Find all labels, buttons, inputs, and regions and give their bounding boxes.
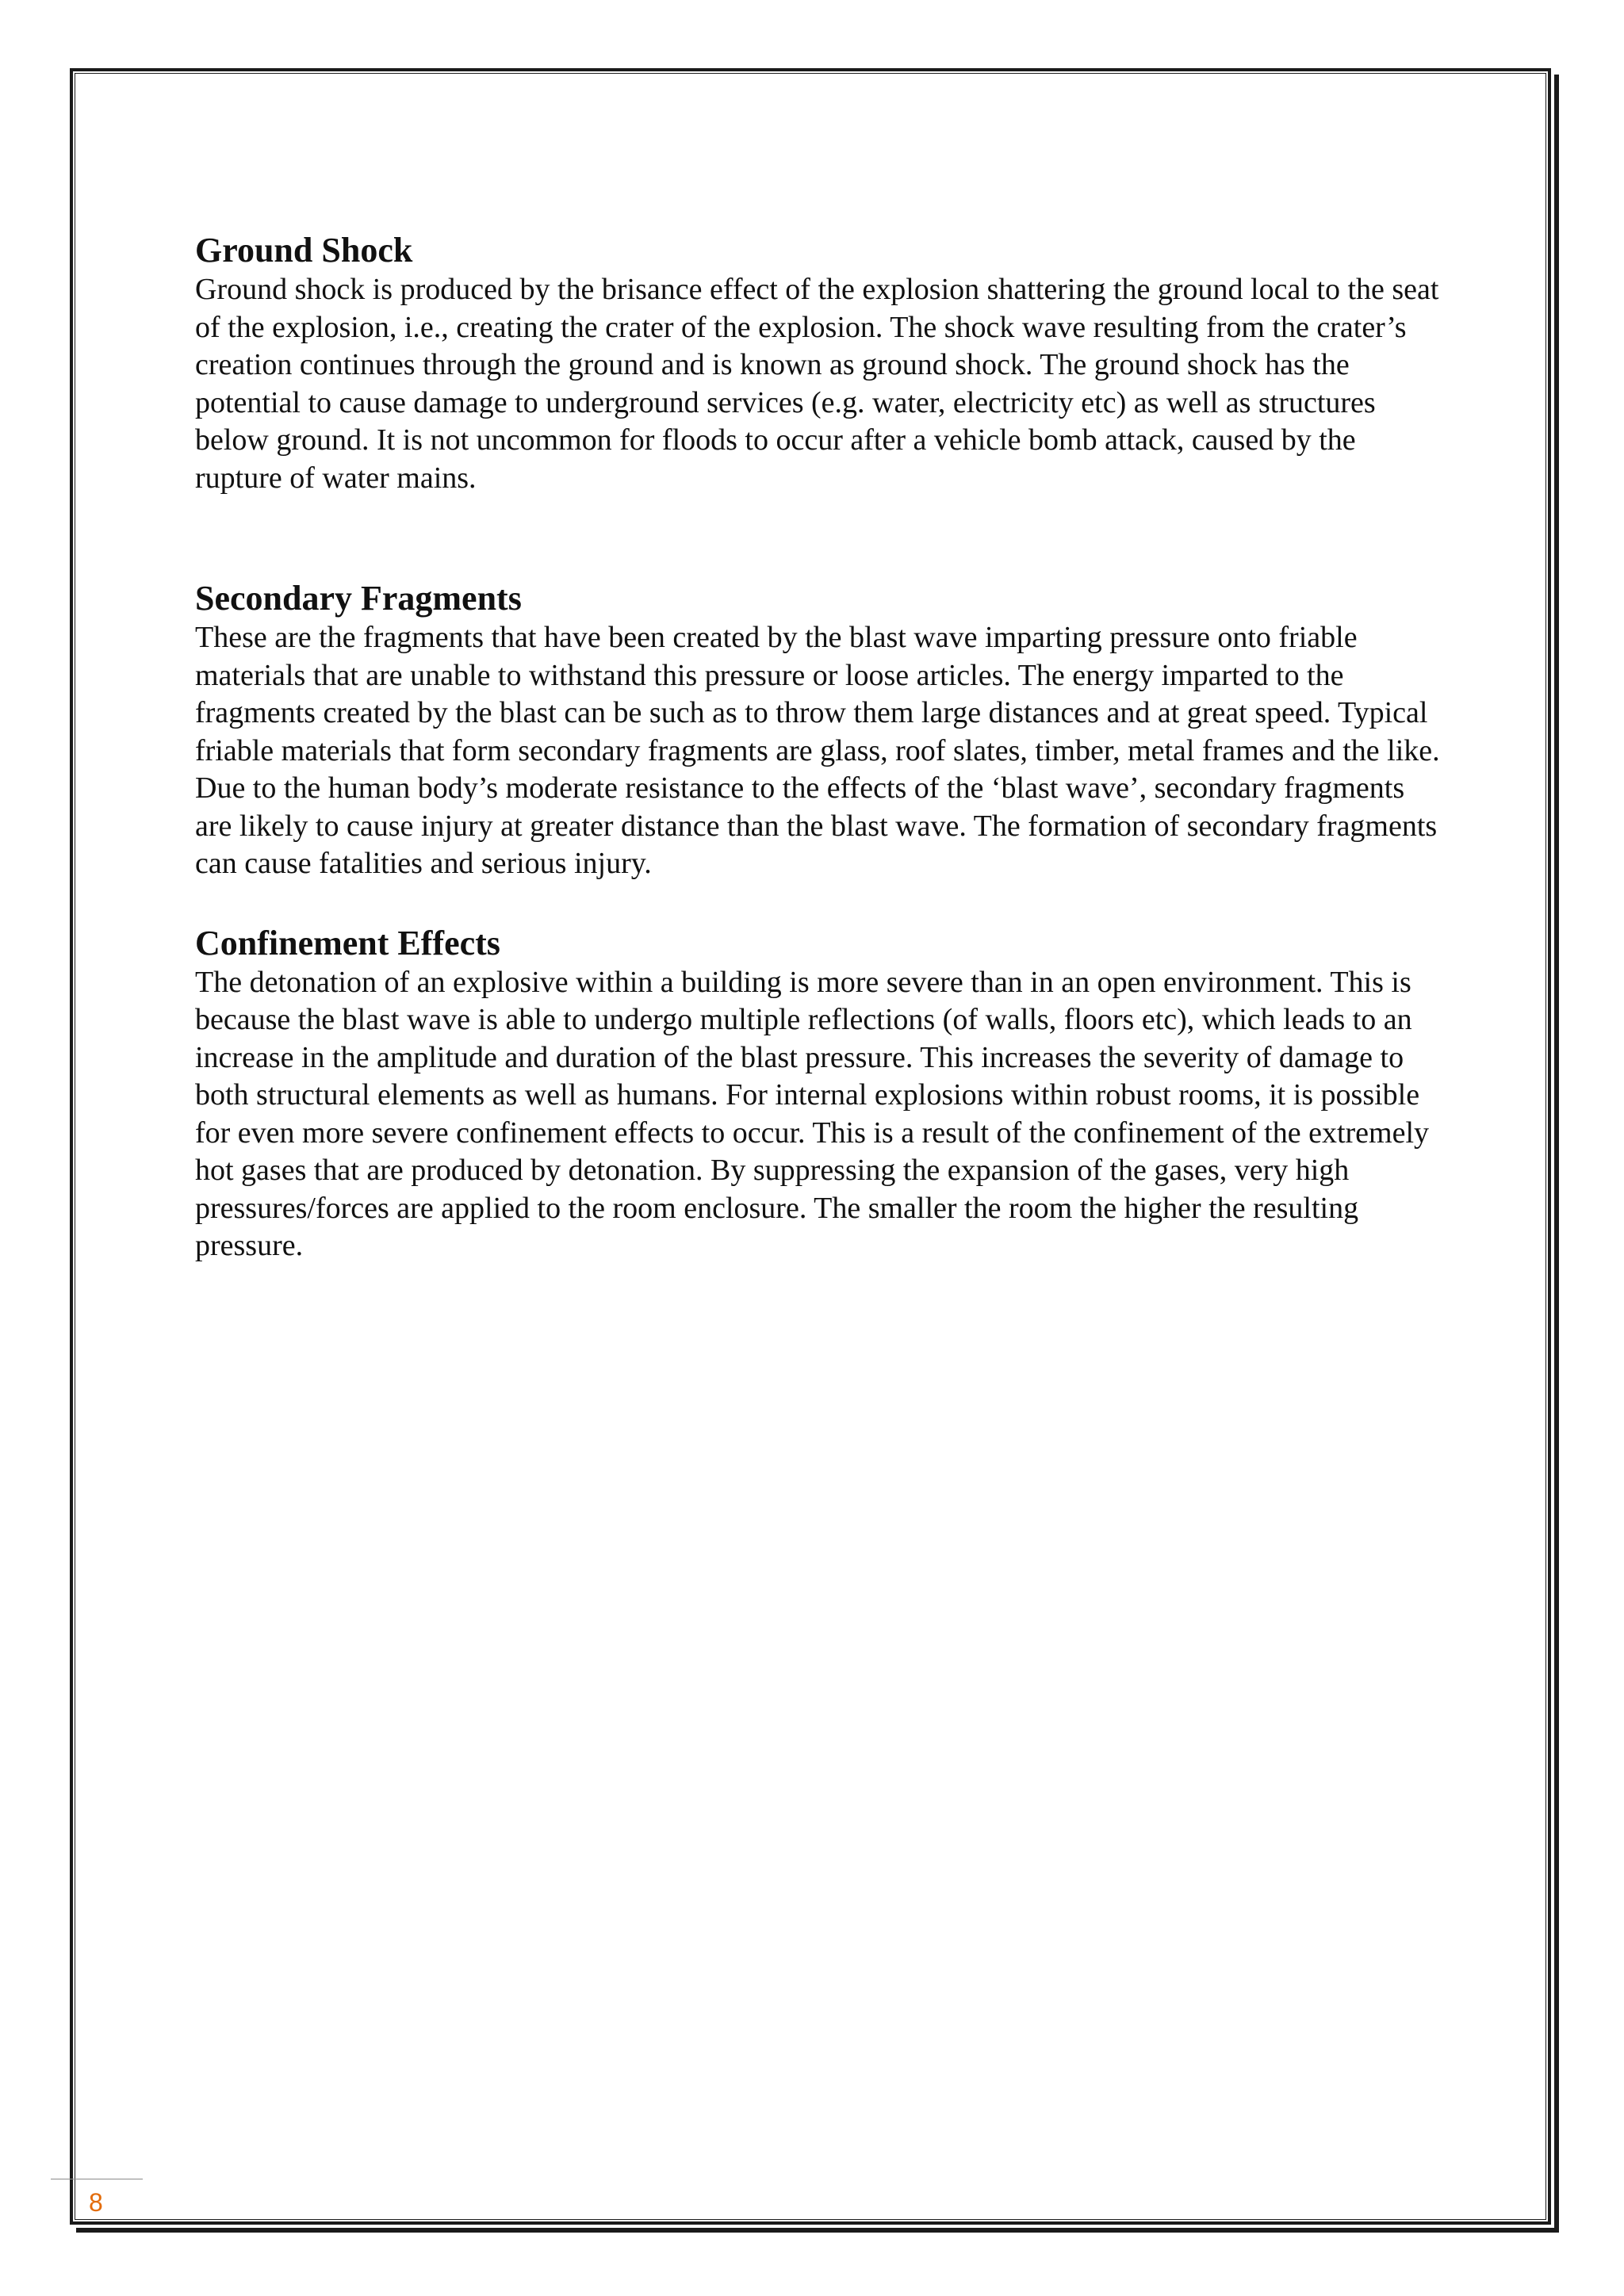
section-secondary-fragments bbox=[195, 578, 1448, 883]
page-number: 8 bbox=[89, 2188, 103, 2217]
document-body bbox=[195, 230, 1448, 1265]
section-heading: Secondary Fragments bbox=[195, 579, 522, 618]
section-paragraph: Ground shock is produced by the brisance effect of the explosion shattering the ground local to the seat of the explosion, i.e., creating the crater of the explosion. The shock wave resulting from the crater’s creation continues through the ground and is known as ground shock. The ground shock has the potential to cause damage to underground services (e.g. water, electricity etc) as well as structures below ground. It is not uncommon for floods to occur after a vehicle bomb attack, caused by the rupture of water mains. bbox=[195, 273, 1439, 495]
section-heading: Confinement Effects bbox=[195, 923, 500, 962]
section-confinement-effects bbox=[195, 923, 1448, 1265]
section-paragraph: These are the fragments that have been created by the blast wave imparting pressure onto friable materials that are unable to withstand this pressure or loose articles. The energy imparted to the fragments created by the blast can be such as to throw them large distances and at great speed. Typical friable materials that form secondary fragments are glass, roof slates, timber, metal frames and the like. Due to the human body’s moderate resistance to the effects of the ‘blast wave’, secondary fragments are likely to cause injury at greater distance than the blast wave. The formation of secondary fragments can cause fatalities and serious injury. bbox=[195, 621, 1440, 880]
section-ground-shock bbox=[195, 230, 1448, 497]
section-paragraph: The detonation of an explosive within a building is more severe than in an open environment. This is because the blast wave is able to undergo multiple reflections (of walls, floors etc), which leads to an increase in the amplitude and duration of the blast pressure. This increases the severity of damage to both structural elements as well as humans. For internal explosions within robust rooms, it is possible for even more severe confinement effects to occur. This is a result of the confinement of the extremely hot gases that are produced by detonation. By suppressing the expansion of the gases, very high pressures/forces are applied to the room enclosure. The smaller the room the higher the resulting pressure. bbox=[195, 965, 1430, 1262]
section-heading: Ground Shock bbox=[195, 231, 413, 270]
